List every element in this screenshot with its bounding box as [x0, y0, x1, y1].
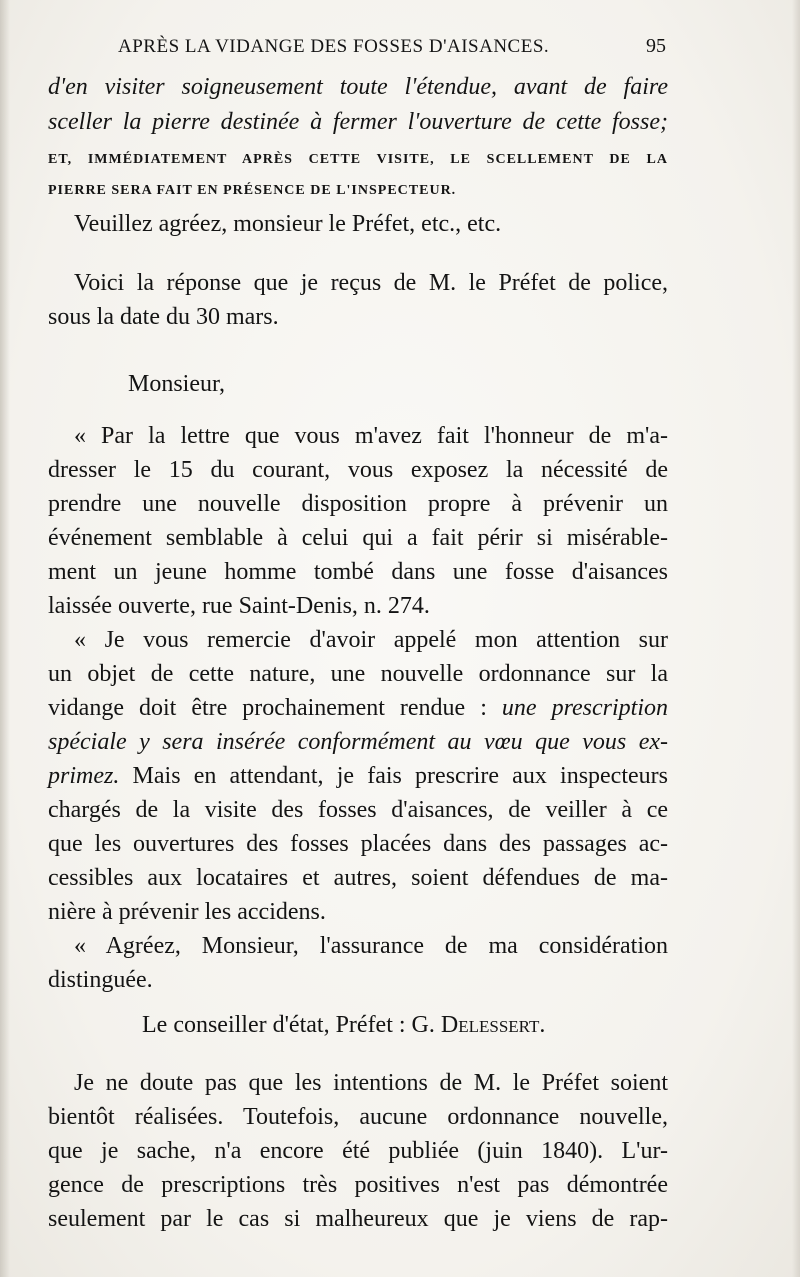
letter-line-17: distinguée. [48, 967, 153, 993]
letter-line-9-italic: une prescription [501, 695, 669, 721]
signature-name: G. Delessert. [411, 1012, 546, 1038]
letter-line-1: « Par la lettre que vous m'avez fait l'honneur de m'a- [74, 423, 668, 449]
letter-line-12: chargés de la visite des fosses d'aisances, de veiller à ce [48, 797, 668, 823]
text-line-6: Voici la réponse que je reçus de M. le Préfet de police, [74, 270, 668, 296]
text-line-3: ET, IMMÉDIATEMENT APRÈS CETTE VISITE, LE SCELLEMENT DE LA [48, 152, 668, 167]
letter-line-11 [48, 761, 668, 791]
text-line-4: PIERRE SERA FAIT EN PRÉSENCE DE L'INSPECTEUR. [48, 183, 457, 198]
gutter-shadow [0, 0, 10, 1277]
text-line-28: bientôt réalisées. Toutefois, aucune ordonnance nouvelle, [48, 1104, 668, 1130]
letter-line-3: prendre une nouvelle disposition propre à prévenir un [48, 491, 668, 517]
letter-line-14: cessibles aux locataires et autres, soient défendues de ma- [48, 865, 668, 891]
letter-signature [142, 1010, 642, 1040]
letter-line-16: « Agréez, Monsieur, l'assurance de ma considération [74, 933, 668, 959]
letter-line-8: un objet de cette nature, une nouvelle ordonnance sur la [48, 661, 668, 687]
closing-formula: Veuillez agréez, monsieur le Préfet, etc., etc. [74, 211, 502, 237]
letter-line-7: « Je vous remercie d'avoir appelé mon attention sur [74, 627, 668, 653]
letter-line-10: spéciale y sera insérée conformément au vœu que vous ex- [48, 729, 668, 755]
letter-line-9 [48, 693, 668, 723]
letter-line-15: nière à prévenir les accidens. [48, 899, 326, 925]
letter-line-11-italic: primez. [48, 763, 120, 789]
signature-title: Le conseiller d'état, Préfet : [142, 1012, 412, 1038]
letter-line-5: ment un jeune homme tombé dans une fosse d'aisances [48, 559, 668, 585]
letter-line-6: laissée ouverte, rue Saint-Denis, n. 274. [48, 593, 430, 619]
letter-line-9-roman: vidange doit être prochainement rendue : [48, 695, 502, 721]
text-line-7: sous la date du 30 mars. [48, 304, 279, 330]
running-header: APRÈS LA VIDANGE DES FOSSES D'AISANCES. [118, 36, 550, 57]
letter-line-11-roman: Mais en attendant, je fais prescrire aux inspecteurs [119, 763, 668, 789]
letter-line-4: événement semblable à celui qui a fait périr si misérable- [48, 525, 668, 551]
text-line-31: seulement par le cas si malheureux que je viens de rap- [48, 1206, 668, 1232]
text-line-29: que je sache, n'a encore été publiée (juin 1840). L'ur- [48, 1138, 668, 1164]
letter-line-13: que les ouvertures des fosses placées dans des passages ac- [48, 831, 668, 857]
text-line-2: sceller la pierre destinée à fermer l'ouverture de cette fosse; [48, 109, 668, 135]
letter-line-2: dresser le 15 du courant, vous exposez la nécessité de [48, 457, 668, 483]
text-line-30: gence de prescriptions très positives n'est pas démontrée [48, 1172, 668, 1198]
page-edge-shadow [792, 0, 800, 1277]
text-line-27: Je ne doute pas que les intentions de M. le Préfet soient [74, 1070, 668, 1096]
page-number: 95 [646, 35, 666, 57]
text-line-1: d'en visiter soigneusement toute l'étendue, avant de faire [48, 74, 668, 100]
letter-salutation: Monsieur, [128, 371, 226, 397]
